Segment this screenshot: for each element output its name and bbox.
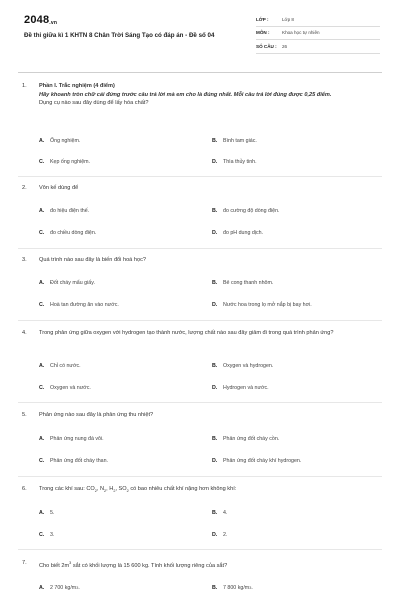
- meta-row-subject: MÔN : Khoa học tự nhiên: [256, 27, 380, 41]
- option-6b[interactable]: B. 4.: [212, 510, 228, 516]
- question-3-text: Quá trình nào sau đây là biến đổi hoá học?: [39, 257, 146, 263]
- option-5c[interactable]: C. Phản ứng đốt cháy than.: [39, 458, 109, 464]
- option-2a[interactable]: A. đo hiệu điện thế.: [39, 208, 90, 214]
- option-5d[interactable]: D. Phản ứng đốt cháy khí hydrogen.: [212, 458, 302, 464]
- question-divider: [18, 476, 382, 477]
- option-2b[interactable]: B. đo cường độ dòng điện.: [212, 208, 280, 214]
- question-6-text: Trong các khí sau: $CO_2$, $N_2$, $H_2$, $SO_2$ có bao nhiêu chất khí nặng hơn không khí:: [39, 486, 237, 494]
- option-3b[interactable]: B. Bẻ cong thanh nhôm.: [212, 280, 274, 286]
- question-number: 4.: [22, 330, 27, 336]
- meta-row-class: LỚP : Lớp 8: [256, 13, 380, 27]
- option-6c[interactable]: C. 3.: [39, 532, 55, 538]
- question-number: 1.: [22, 83, 27, 89]
- option-3c[interactable]: C. Hoà tan đường ăn vào nước.: [39, 302, 119, 308]
- option-4b[interactable]: B. Oxygen và hydrogen.: [212, 363, 274, 369]
- option-2c[interactable]: C. đo chiều dòng điện.: [39, 230, 97, 236]
- option-1d[interactable]: D. Thìa thủy tinh.: [212, 159, 257, 165]
- question-divider: [18, 402, 382, 403]
- option-5a[interactable]: A. Phản ứng nung đá vôi.: [39, 436, 104, 442]
- option-6a[interactable]: A. 5.: [39, 510, 55, 516]
- option-2d[interactable]: D. đo pH dung dịch.: [212, 230, 264, 236]
- option-5b[interactable]: B. Phản ứng đốt cháy cồn.: [212, 436, 280, 442]
- question-number: 6.: [22, 486, 27, 492]
- section-instruction: Hãy khoanh tròn chữ cái đứng trước câu trả lời mà em cho là đúng nhất. Mỗi câu trả lời đúng được 0,25 điểm.: [39, 91, 332, 98]
- option-4c[interactable]: C. Oxygen và nước.: [39, 385, 91, 391]
- option-4a[interactable]: A. Chỉ có nước.: [39, 363, 81, 369]
- option-4d[interactable]: D. Hydrogen và nước.: [212, 385, 269, 391]
- question-divider: [18, 549, 382, 550]
- question-7-text: Cho biết $2m^3$ sắt có khối lượng là 15 600 kg. Tính khối lượng riêng của sắt?: [39, 561, 228, 569]
- question-2-text: Vôn kế dùng để: [39, 185, 79, 191]
- exam-title: Đề thi giữa kì 1 KHTN 8 Chân Trời Sáng Tạo có đáp án - Đề số 04: [24, 32, 215, 39]
- section-title: Phần I. Trắc nghiệm (4 điểm): [39, 83, 115, 89]
- meta-row-count: SỐ CÂU : 26: [256, 40, 380, 54]
- question-text: [39, 82, 377, 108]
- question-number: 7.: [22, 560, 27, 566]
- option-3a[interactable]: A. Đốt cháy mẩu giấy.: [39, 280, 95, 286]
- question-number: 3.: [22, 257, 27, 263]
- question-divider: [18, 248, 382, 249]
- question-number: 2.: [22, 185, 27, 191]
- question-1-text: Dụng cụ nào sau đây dùng để lấy hóa chất?: [39, 100, 149, 107]
- option-1b[interactable]: B. Bình tam giác.: [212, 138, 257, 144]
- option-7a[interactable]: A. 2 700 kg/m 3 .: [39, 585, 80, 591]
- question-4-text: Trong phản ứng giữa oxygen với hydrogen tạo thành nước, lượng chất nào sau đây giảm đi trong quá trình phản ứng?: [39, 330, 334, 336]
- question-divider: [18, 176, 382, 177]
- option-7b[interactable]: B. 7 800 kg/m 3 .: [212, 585, 253, 591]
- question-number: 5.: [22, 412, 27, 418]
- question-5-text: Phản ứng nào sau đây là phản ứng thu nhiệt?: [39, 412, 154, 418]
- question-divider: [18, 320, 382, 321]
- site-logo[interactable]: $2048_{.vn}$: [24, 14, 58, 26]
- option-3d[interactable]: D. Nước hoa trong lọ mở nắp bị bay hơi.: [212, 302, 312, 308]
- header-divider: [18, 72, 382, 73]
- option-6d[interactable]: D. 2.: [212, 532, 228, 538]
- exam-meta: [256, 13, 380, 54]
- option-1c[interactable]: C. Kẹp ống nghiệm.: [39, 159, 91, 165]
- option-1a[interactable]: A. Ống nghiệm.: [39, 138, 81, 144]
